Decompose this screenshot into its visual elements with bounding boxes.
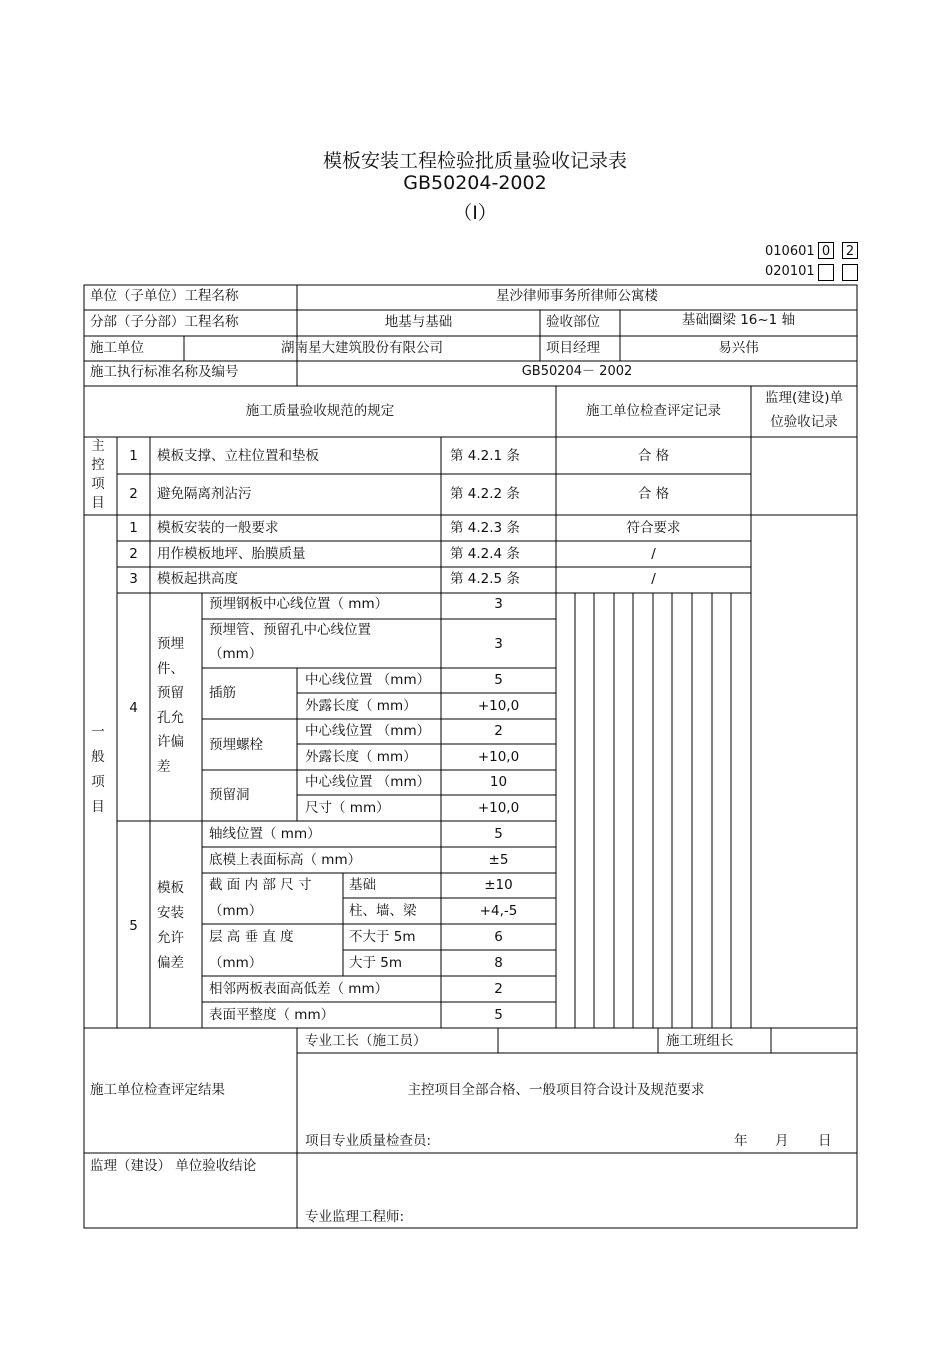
code-number-1: 010601 (765, 244, 815, 259)
tolerance-group-name: 预埋螺栓 (209, 737, 263, 753)
code-number-2: 020101 (765, 264, 815, 279)
supervisor-engineer-label: 专业监理工程师: (305, 1209, 405, 1225)
tolerance-item-name: 基础 (349, 877, 376, 893)
tolerance-group-name: 插筋 (209, 685, 236, 701)
date-day: 日 (818, 1133, 832, 1149)
general-label: 一 般 项 目 (91, 724, 105, 815)
general-item-name: 用作模板地坪、胎膜质量 (157, 546, 306, 562)
tolerance-value: 5 (494, 826, 503, 842)
foreman-label: 专业工长（施工员） (305, 1033, 427, 1049)
tolerance-item-name: 大于 5m (349, 955, 403, 971)
code-box[interactable]: 0 (818, 242, 834, 259)
tolerance-item-name: 相邻两板表面高低差（ mm） (209, 981, 389, 997)
inspector-label: 项目专业质量检查员: (305, 1133, 432, 1149)
tolerance-item-name: 预埋管、预留孔中心线位置 (209, 622, 371, 638)
contractor-result-label: 施工单位检查评定结果 (90, 1082, 225, 1098)
general-item-name: 模板起拱高度 (157, 571, 238, 587)
manager-value[interactable]: 易兴伟 (718, 340, 759, 356)
tolerance-group-name: 层 高 垂 直 度 (209, 929, 294, 945)
general-item-name: 模板安装的一般要求 (157, 520, 279, 536)
code-box[interactable]: 2 (842, 242, 858, 259)
tolerance-item-name: 外露长度（ mm） (305, 749, 417, 765)
general-item-no: 4 (129, 700, 138, 716)
tolerance-value: 10 (489, 774, 508, 790)
tolerance-value: +10,0 (477, 698, 520, 714)
main-item-name: 避免隔离剂沾污 (157, 486, 252, 502)
tolerance-item-name: 中心线位置 （mm） (305, 723, 431, 739)
item5-category: 模板 安装 允许 偏差 (157, 880, 184, 971)
general-item-no: 1 (129, 520, 138, 536)
project-name-value[interactable]: 星沙律师事务所律师公寓楼 (496, 288, 658, 304)
tolerance-group-name: 预留洞 (209, 787, 250, 803)
supervisor-header-line2: 位验收记录 (770, 414, 838, 430)
tolerance-value: +10,0 (477, 800, 520, 816)
tolerance-group-name: （mm） (209, 903, 263, 919)
inspection-part-value[interactable]: 基础圈梁 16~1 轴 (681, 312, 796, 328)
main-item-result[interactable]: 合 格 (637, 486, 670, 502)
contractor-value[interactable]: 湖南星大建筑股份有限公司 (281, 340, 443, 356)
tolerance-value: 8 (494, 955, 503, 971)
general-item-result[interactable]: / (651, 546, 656, 562)
main-item-no: 1 (129, 448, 138, 464)
tolerance-group-name: 截 面 内 部 尺 寸 (209, 877, 312, 893)
item4-category: 预埋 件、 预留 孔允 许偏 差 (157, 636, 184, 775)
tolerance-item-name: （mm） (209, 646, 263, 662)
tolerance-value: 5 (494, 1007, 503, 1023)
tolerance-item-name: 柱、墙、梁 (349, 903, 417, 919)
tolerance-value: +4,-5 (479, 903, 518, 919)
tolerance-value: 5 (494, 672, 503, 688)
tolerance-item-name: 预埋钢板中心线位置（ mm） (209, 596, 389, 612)
main-item-result[interactable]: 合 格 (637, 448, 670, 464)
supervisor-conclusion-label: 监理（建设） 单位验收结论 (90, 1158, 257, 1174)
inspection-part-label: 验收部位 (546, 314, 600, 330)
tolerance-item-name: 表面平整度（ mm） (209, 1007, 335, 1023)
main-control-label: 主 控 项 目 (91, 438, 105, 511)
general-item-result[interactable]: / (651, 571, 656, 587)
tolerance-group-name: （mm） (209, 955, 263, 971)
general-item-result[interactable]: 符合要求 (626, 520, 681, 536)
manager-label: 项目经理 (546, 340, 600, 356)
tolerance-value: 6 (494, 929, 503, 945)
standard-code: GB50204-2002 (403, 172, 547, 194)
tolerance-value: ±5 (488, 852, 509, 868)
main-item-clause: 第 4.2.1 条 (450, 448, 520, 464)
tolerance-item-name: 尺寸（ mm） (305, 800, 390, 816)
tolerance-value: 2 (494, 723, 503, 739)
contractor-label: 施工单位 (90, 340, 144, 356)
subdivision-value[interactable]: 地基与基础 (384, 314, 453, 330)
general-item-clause: 第 4.2.3 条 (450, 520, 520, 536)
general-item-no: 3 (129, 571, 138, 587)
tolerance-item-name: 不大于 5m (349, 929, 416, 945)
supervisor-header-line1: 监理(建设)单 (764, 390, 844, 406)
tolerance-item-name: 中心线位置 （mm） (305, 672, 431, 688)
tolerance-item-name: 中心线位置 （mm） (305, 774, 431, 790)
standard-label: 施工执行标准名称及编号 (90, 364, 239, 380)
date-month: 月 (775, 1133, 789, 1149)
contractor-check-header: 施工单位检查评定记录 (586, 403, 721, 419)
general-item-no: 5 (129, 918, 138, 934)
general-item-clause: 第 4.2.4 条 (450, 546, 520, 562)
tolerance-value: 2 (494, 981, 503, 997)
spec-column-header: 施工质量验收规范的规定 (245, 403, 395, 419)
tolerance-value: 3 (494, 636, 503, 652)
main-item-name: 模板支撑、立柱位置和垫板 (157, 448, 319, 464)
tolerance-item-name: 外露长度（ mm） (305, 698, 417, 714)
tolerance-value: 3 (494, 596, 503, 612)
form-part: （Ⅰ） (453, 202, 497, 224)
date-year: 年 (734, 1133, 748, 1149)
project-name-label: 单位（子单位）工程名称 (90, 288, 239, 304)
tolerance-value: +10,0 (477, 749, 520, 765)
contractor-result-text[interactable]: 主控项目全部合格、一般项目符合设计及规范要求 (407, 1082, 705, 1098)
general-item-clause: 第 4.2.5 条 (450, 571, 520, 587)
team-leader-label: 施工班组长 (666, 1033, 734, 1049)
main-item-clause: 第 4.2.2 条 (450, 486, 520, 502)
tolerance-item-name: 轴线位置（ mm） (209, 826, 321, 842)
general-item-no: 2 (129, 546, 138, 562)
main-item-no: 2 (129, 486, 138, 502)
tolerance-item-name: 底模上表面标高（ mm） (209, 852, 362, 868)
tolerance-value: ±10 (484, 877, 513, 893)
form-title: 模板安装工程检验批质量验收记录表 (322, 150, 627, 172)
subdivision-label: 分部（子分部）工程名称 (90, 314, 239, 330)
standard-value[interactable]: GB50204－ 2002 (521, 364, 633, 379)
